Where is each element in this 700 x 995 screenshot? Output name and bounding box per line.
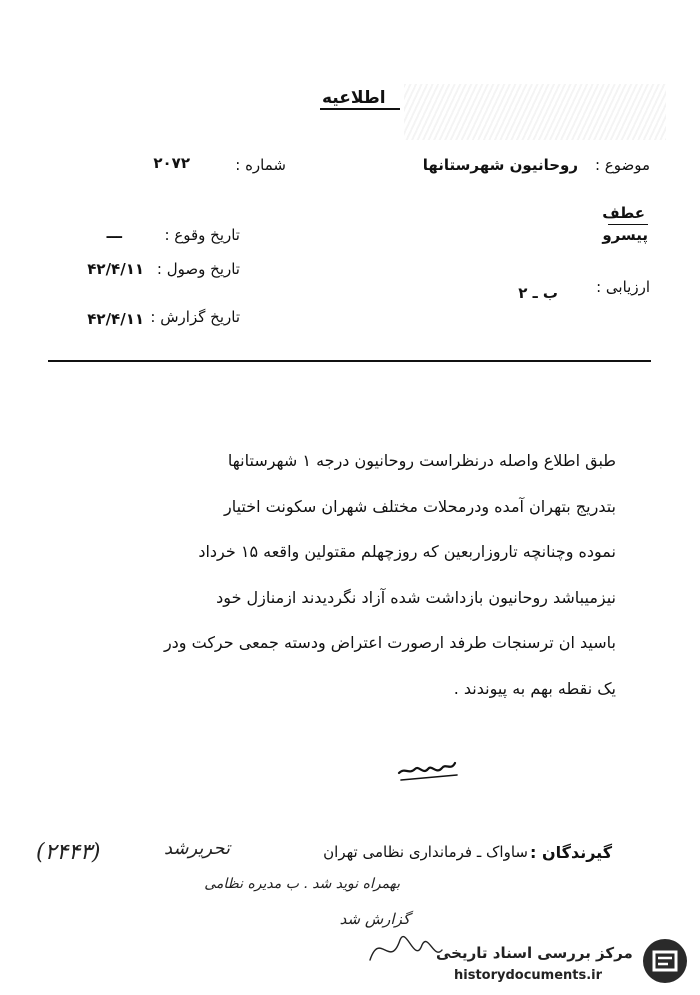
body-text <box>76 438 616 711</box>
reference-label: عطف <box>602 204 645 222</box>
body-line: نیزمیباشد روحانیون بازداشت شده آزاد نگردیدند ازمنازل خود <box>216 587 616 607</box>
reference-fraction-line <box>608 224 648 225</box>
number-value: ۲۰۷۲ <box>153 154 190 172</box>
body-line: طبق اطلاع واصله درنظراست روحانیون درجه ۱ شهرستانها <box>227 451 616 470</box>
body-line: باسید ان ترسنجات طرفد ارصورت اعتراض ودسته جمعی حرکت ودر <box>163 633 616 652</box>
received-date-label: تاریخ وصول : <box>156 260 240 278</box>
body-line: بتدریج بتهران آمده ودرمحلات مختلف شهران سکونت اختیار <box>223 496 616 516</box>
archive-watermark <box>392 922 696 992</box>
evaluation-label: ارزیابی : <box>596 278 650 296</box>
recipients-value: ساواک ـ فرمانداری نظامی تهران <box>323 843 528 861</box>
number-label: شماره : <box>235 156 286 174</box>
watermark-url: historydocuments.ir <box>454 968 603 983</box>
report-date-value: ۴۲/۴/۱۱ <box>87 310 144 328</box>
watermark-text: مرکز بررسی اسناد تاریخی <box>436 944 633 962</box>
subject-value: روحانیون شهرستانها <box>422 156 578 174</box>
header-divider <box>48 360 651 362</box>
handwritten-number: (۲۴۴۳) <box>36 840 101 865</box>
reference-sub-label: پیسرو <box>602 226 648 244</box>
document-heading: اطلاعیه <box>322 88 386 108</box>
handwritten-note-top: تحریرشد <box>163 838 230 859</box>
body-line: نموده وچنانچه تاروزاربعین که روزچهلم مقتولین واقعه ۱۵ خرداد <box>198 542 616 561</box>
redacted-smudge <box>404 84 666 140</box>
body-line: یک نقطه بهم به پیوندند . <box>453 678 616 698</box>
report-date-label: تاریخ گزارش : <box>150 308 240 326</box>
received-date-value: ۴۲/۴/۱۱ <box>87 260 144 278</box>
evaluation-value: ب ـ ۲ <box>518 284 558 302</box>
signature-mark <box>395 745 465 785</box>
recipients-label: گیرندگان : <box>530 843 612 862</box>
event-date-value: ـــ <box>106 224 122 242</box>
heading-underline <box>320 108 400 110</box>
event-date-label: تاریخ وقوع : <box>164 226 240 244</box>
handwritten-note-bottom: گزارش شد <box>339 910 410 928</box>
handwritten-note-middle: بهمراه نوید شد . ب مدیره نظامی <box>204 876 400 892</box>
subject-label: موضوع : <box>594 156 650 174</box>
archive-logo-icon <box>640 936 690 986</box>
